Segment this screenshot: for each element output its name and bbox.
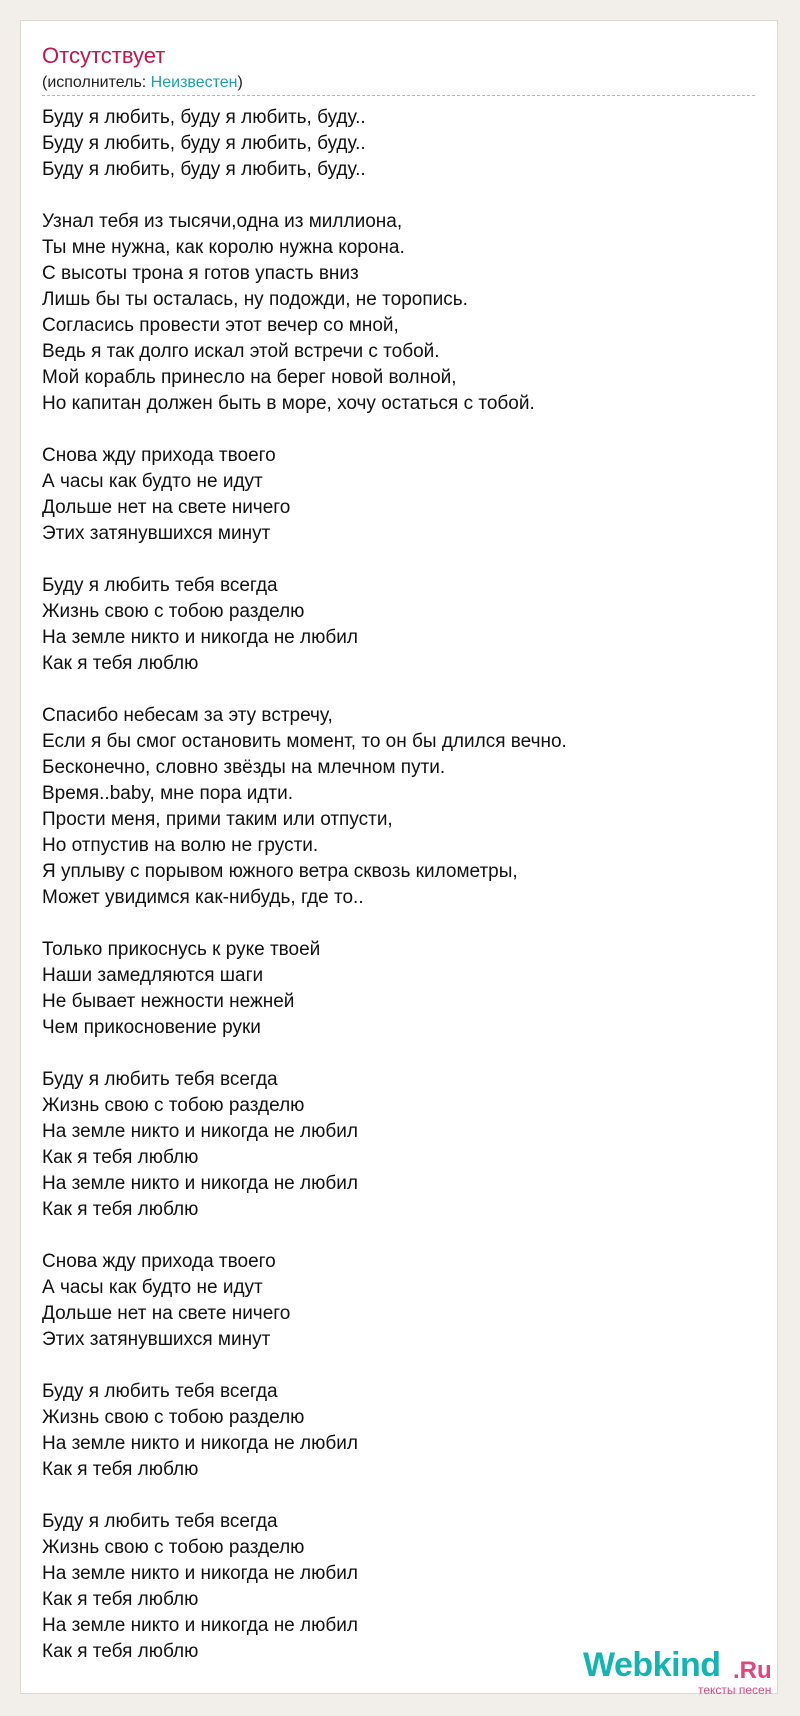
lyric-line: Как я тебя люблю <box>42 1459 199 1480</box>
lyric-line: Если я бы смог остановить момент, то он бы длился вечно. <box>42 731 567 752</box>
lyric-line: Наши замедляются шаги <box>42 965 264 986</box>
lyric-line: Снова жду прихода твоего <box>42 1251 276 1272</box>
lyric-line: Не бывает нежности нежней <box>42 991 295 1012</box>
lyric-line: Согласись провести этот вечер со мной, <box>42 315 399 336</box>
lyric-line: На земле никто и никогда не любил <box>42 1173 358 1194</box>
lyric-line: Как я тебя люблю <box>42 1589 199 1610</box>
lyrics-card <box>20 20 778 1697</box>
lyrics-stanza <box>42 1379 762 1483</box>
lyric-line: А часы как будто не идут <box>42 471 263 492</box>
lyrics-stanza <box>42 1067 762 1223</box>
lyrics-stanza <box>42 937 762 1041</box>
lyric-line: Чем прикосновение руки <box>42 1017 261 1038</box>
lyrics-stanza <box>42 209 762 417</box>
lyric-line: Как я тебя люблю <box>42 1641 199 1662</box>
lyric-line: Буду я любить, буду я любить, буду.. <box>42 159 366 180</box>
lyric-line: Прости меня, прими таким или отпусти, <box>42 809 393 830</box>
lyric-line: Жизнь свою с тобою разделю <box>42 601 305 622</box>
lyric-line: Может увидимся как-нибудь, где то.. <box>42 887 364 908</box>
lyric-line: На земле никто и никогда не любил <box>42 627 358 648</box>
logo-domain: .Ru <box>733 1657 772 1684</box>
lyric-line: Но отпустив на волю не грусти. <box>42 835 319 856</box>
lyric-line: Дольше нет на свете ничего <box>42 1303 291 1324</box>
lyric-line: Буду я любить, буду я любить, буду.. <box>42 107 366 128</box>
lyric-line: Только прикоснусь к руке твоей <box>42 939 321 960</box>
lyric-line: Лишь бы ты осталась, ну подожди, не торопись. <box>42 289 468 310</box>
lyrics-stanza <box>42 573 762 677</box>
lyric-line: А часы как будто не идут <box>42 1277 263 1298</box>
lyric-line: Жизнь свою с тобою разделю <box>42 1407 305 1428</box>
lyric-line: Снова жду прихода твоего <box>42 445 276 466</box>
lyric-line: Буду я любить, буду я любить, буду.. <box>42 133 366 154</box>
lyric-line: Буду я любить тебя всегда <box>42 1511 278 1532</box>
lyric-line: Буду я любить тебя всегда <box>42 575 278 596</box>
lyric-line: На земле никто и никогда не любил <box>42 1563 358 1584</box>
artist-link[interactable]: Неизвестен <box>150 74 238 91</box>
lyric-line: Ведь я так долго искал этой встречи с тобой. <box>42 341 440 362</box>
lyrics-stanza <box>42 1509 762 1665</box>
lyric-line: Мой корабль принесло на берег новой волной, <box>42 367 457 388</box>
lyric-line: Этих затянувшихся минут <box>42 1329 271 1350</box>
lyrics-stanza <box>42 105 762 183</box>
lyric-line: Ты мне нужна, как королю нужна корона. <box>42 237 405 258</box>
lyrics-stanza <box>42 703 762 911</box>
artist-suffix: ) <box>237 74 243 91</box>
lyric-line: Этих затянувшихся минут <box>42 523 271 544</box>
lyric-line: Жизнь свою с тобою разделю <box>42 1537 305 1558</box>
lyric-line: Как я тебя люблю <box>42 1199 199 1220</box>
lyric-line: Спасибо небесам за эту встречу, <box>42 705 333 726</box>
lyric-line: Дольше нет на свете ничего <box>42 497 291 518</box>
lyric-line: Как я тебя люблю <box>42 653 199 674</box>
lyric-line: С высоты трона я готов упасть вниз <box>42 263 359 284</box>
song-title: Отсутствует <box>42 43 166 68</box>
lyric-line: Как я тебя люблю <box>42 1147 199 1168</box>
lyrics-stanza <box>42 443 762 547</box>
title-divider <box>42 95 755 96</box>
webkind-logo[interactable] <box>583 1646 783 1696</box>
lyric-line: Буду я любить тебя всегда <box>42 1069 278 1090</box>
artist-line <box>42 74 243 92</box>
lyric-line: На земле никто и никогда не любил <box>42 1121 358 1142</box>
lyric-line: Узнал тебя из тысячи,одна из миллиона, <box>42 211 403 232</box>
lyric-line: Но капитан должен быть в море, хочу остаться с тобой. <box>42 393 535 414</box>
lyric-line: Жизнь свою с тобою разделю <box>42 1095 305 1116</box>
lyric-line: Буду я любить тебя всегда <box>42 1381 278 1402</box>
lyric-line: На земле никто и никогда не любил <box>42 1615 358 1636</box>
lyrics-stanza <box>42 1249 762 1353</box>
artist-prefix: (исполнитель: <box>42 74 151 91</box>
lyrics-body <box>42 105 762 1691</box>
logo-tagline: тексты песен <box>698 1683 772 1697</box>
lyric-line: Бесконечно, словно звёзды на млечном пути. <box>42 757 446 778</box>
lyric-line: На земле никто и никогда не любил <box>42 1433 358 1454</box>
lyric-line: Время..baby, мне пора идти. <box>42 783 294 804</box>
lyric-line: Я уплыву с порывом южного ветра сквозь километры, <box>42 861 518 882</box>
logo-wordmark: Webkind <box>583 1646 721 1684</box>
